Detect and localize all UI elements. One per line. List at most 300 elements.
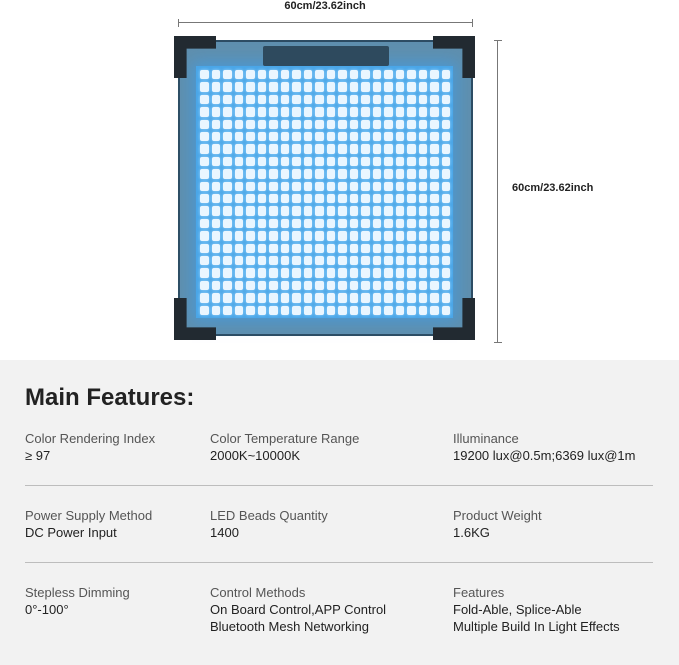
led-bead [235, 120, 244, 129]
led-bead [304, 144, 313, 153]
led-bead [442, 70, 451, 79]
feature-label: Control Methods [210, 585, 306, 600]
led-bead [315, 206, 324, 215]
led-bead [235, 281, 244, 290]
led-bead [304, 206, 313, 215]
led-bead [419, 281, 428, 290]
led-bead [212, 268, 221, 277]
led-bead [396, 70, 405, 79]
led-bead [315, 231, 324, 240]
led-bead [442, 95, 451, 104]
led-bead [315, 293, 324, 302]
led-bead [258, 182, 267, 191]
feature-value: 0°-100° [25, 602, 69, 617]
led-bead [350, 182, 359, 191]
led-bead [315, 244, 324, 253]
led-bead [292, 182, 301, 191]
led-bead [200, 95, 209, 104]
led-bead [258, 244, 267, 253]
led-bead [200, 244, 209, 253]
row-divider [25, 485, 653, 486]
led-bead [327, 281, 336, 290]
led-bead [235, 144, 244, 153]
led-bead [235, 82, 244, 91]
led-bead [327, 194, 336, 203]
led-bead [315, 256, 324, 265]
led-bead [281, 132, 290, 141]
led-bead [373, 144, 382, 153]
led-bead [384, 281, 393, 290]
led-bead [200, 182, 209, 191]
led-bead [338, 169, 347, 178]
led-bead [407, 293, 416, 302]
led-bead [396, 132, 405, 141]
led-bead [384, 82, 393, 91]
led-bead [258, 95, 267, 104]
led-bead [430, 107, 439, 116]
led-bead [373, 268, 382, 277]
led-bead [223, 169, 232, 178]
led-bead [419, 144, 428, 153]
led-bead [304, 95, 313, 104]
led-bead [315, 95, 324, 104]
led-bead [350, 120, 359, 129]
led-bead [338, 157, 347, 166]
led-bead [246, 157, 255, 166]
led-bead [200, 281, 209, 290]
led-bead [269, 157, 278, 166]
led-bead [361, 293, 370, 302]
led-bead [200, 194, 209, 203]
led-bead [281, 82, 290, 91]
led-bead [292, 256, 301, 265]
led-bead [442, 82, 451, 91]
led-bead [338, 206, 347, 215]
led-bead [338, 244, 347, 253]
height-dimension-line [497, 40, 504, 343]
led-bead [281, 107, 290, 116]
led-bead [327, 169, 336, 178]
led-bead [430, 120, 439, 129]
led-bead [338, 281, 347, 290]
panel-handle [263, 46, 389, 66]
led-bead [361, 70, 370, 79]
led-bead [442, 182, 451, 191]
led-bead [361, 169, 370, 178]
led-bead [281, 120, 290, 129]
led-bead [338, 219, 347, 228]
led-bead [327, 107, 336, 116]
led-bead [223, 281, 232, 290]
led-bead [338, 231, 347, 240]
led-bead [246, 95, 255, 104]
led-bead [212, 219, 221, 228]
led-bead [419, 182, 428, 191]
led-bead [292, 206, 301, 215]
led-bead [338, 182, 347, 191]
led-bead [338, 144, 347, 153]
led-bead [200, 144, 209, 153]
led-bead [304, 268, 313, 277]
led-bead [223, 194, 232, 203]
led-bead [246, 268, 255, 277]
led-bead [419, 231, 428, 240]
led-bead [235, 293, 244, 302]
feature-value-line2: Multiple Build In Light Effects [453, 619, 620, 634]
led-bead [269, 306, 278, 315]
led-bead [258, 231, 267, 240]
led-bead [281, 169, 290, 178]
led-bead [373, 281, 382, 290]
feature-features [453, 584, 620, 635]
led-bead [304, 194, 313, 203]
led-bead [304, 157, 313, 166]
led-bead [338, 107, 347, 116]
led-bead [281, 231, 290, 240]
led-bead [246, 107, 255, 116]
led-bead [235, 244, 244, 253]
led-bead [315, 219, 324, 228]
led-bead [442, 157, 451, 166]
led-bead [281, 144, 290, 153]
feature-value: DC Power Input [25, 525, 117, 540]
led-bead [407, 244, 416, 253]
led-bead [304, 82, 313, 91]
led-bead [396, 293, 405, 302]
led-bead [212, 132, 221, 141]
led-bead [212, 194, 221, 203]
led-bead [430, 182, 439, 191]
led-bead [223, 120, 232, 129]
led-bead [338, 306, 347, 315]
led-bead [338, 120, 347, 129]
led-bead [315, 306, 324, 315]
height-dimension-label: 60cm/23.62inch [512, 182, 594, 194]
feature-label: LED Beads Quantity [210, 508, 328, 523]
led-bead [258, 120, 267, 129]
led-bead [419, 306, 428, 315]
led-bead [361, 120, 370, 129]
feature-illuminance [453, 430, 636, 464]
led-bead [281, 194, 290, 203]
led-bead-grid [200, 70, 450, 315]
led-bead [212, 82, 221, 91]
led-bead [304, 293, 313, 302]
led-bead [350, 219, 359, 228]
led-bead [327, 206, 336, 215]
led-bead [200, 70, 209, 79]
led-bead [235, 219, 244, 228]
led-bead [246, 144, 255, 153]
led-bead [281, 157, 290, 166]
led-bead [384, 107, 393, 116]
led-bead [281, 306, 290, 315]
led-bead [407, 194, 416, 203]
led-bead [361, 281, 370, 290]
led-bead [327, 144, 336, 153]
led-bead [235, 268, 244, 277]
row-divider [25, 562, 653, 563]
led-bead [373, 256, 382, 265]
led-bead [235, 182, 244, 191]
led-bead [246, 169, 255, 178]
led-bead [269, 144, 278, 153]
led-bead [373, 219, 382, 228]
led-bead [269, 219, 278, 228]
led-bead [235, 70, 244, 79]
led-bead [419, 293, 428, 302]
led-bead [269, 281, 278, 290]
feature-led-beads [210, 507, 328, 541]
led-bead [212, 95, 221, 104]
led-bead [419, 244, 428, 253]
section-title: Main Features: [25, 384, 195, 411]
led-bead [361, 194, 370, 203]
led-bead [407, 107, 416, 116]
feature-label: Power Supply Method [25, 508, 153, 523]
led-bead [407, 82, 416, 91]
led-bead [396, 144, 405, 153]
led-bead [235, 132, 244, 141]
width-dimension-line [178, 22, 473, 29]
led-bead [200, 206, 209, 215]
led-bead [373, 95, 382, 104]
led-bead [292, 169, 301, 178]
feature-value: 2000K~10000K [210, 448, 301, 463]
feature-label: Features [453, 585, 505, 600]
led-bead [361, 306, 370, 315]
led-bead [407, 169, 416, 178]
led-bead [258, 268, 267, 277]
led-bead [361, 132, 370, 141]
led-bead [430, 157, 439, 166]
led-bead [223, 256, 232, 265]
led-bead [200, 293, 209, 302]
led-bead [281, 293, 290, 302]
led-bead [212, 70, 221, 79]
led-bead [292, 132, 301, 141]
led-bead [442, 231, 451, 240]
led-bead [430, 268, 439, 277]
led-bead [235, 306, 244, 315]
led-bead [246, 182, 255, 191]
led-bead [327, 293, 336, 302]
led-bead [419, 206, 428, 215]
led-bead [223, 95, 232, 104]
led-bead [396, 268, 405, 277]
led-bead [281, 281, 290, 290]
led-bead [212, 231, 221, 240]
led-bead [327, 231, 336, 240]
led-bead [430, 219, 439, 228]
led-bead [235, 206, 244, 215]
led-bead [419, 194, 428, 203]
led-bead [200, 157, 209, 166]
led-bead [269, 194, 278, 203]
led-bead [212, 169, 221, 178]
led-bead [373, 231, 382, 240]
led-bead [292, 293, 301, 302]
led-bead [407, 70, 416, 79]
led-bead [235, 95, 244, 104]
led-bead [223, 82, 232, 91]
led-bead [269, 268, 278, 277]
led-bead [315, 120, 324, 129]
led-bead [292, 82, 301, 91]
led-bead [258, 293, 267, 302]
led-bead [373, 194, 382, 203]
led-bead [292, 281, 301, 290]
led-bead [200, 219, 209, 228]
feature-label: Stepless Dimming [25, 585, 130, 600]
feature-label: Color Rendering Index [25, 431, 156, 446]
led-bead [258, 82, 267, 91]
led-bead [292, 268, 301, 277]
led-bead [373, 70, 382, 79]
led-bead [350, 194, 359, 203]
led-bead [419, 268, 428, 277]
led-bead [200, 132, 209, 141]
led-bead [258, 169, 267, 178]
led-bead [419, 256, 428, 265]
led-bead [361, 182, 370, 191]
led-bead [292, 219, 301, 228]
led-bead [350, 144, 359, 153]
led-bead [235, 256, 244, 265]
led-bead [246, 206, 255, 215]
led-bead [430, 293, 439, 302]
led-bead [407, 132, 416, 141]
led-bead [304, 244, 313, 253]
led-bead [281, 256, 290, 265]
led-bead [384, 194, 393, 203]
led-bead [200, 107, 209, 116]
led-bead [430, 169, 439, 178]
led-bead [442, 144, 451, 153]
led-bead [269, 107, 278, 116]
led-bead [223, 244, 232, 253]
led-bead [315, 157, 324, 166]
led-bead [350, 306, 359, 315]
led-bead [304, 169, 313, 178]
led-bead [384, 157, 393, 166]
led-bead [258, 144, 267, 153]
led-bead [442, 206, 451, 215]
led-bead [338, 132, 347, 141]
led-bead [223, 107, 232, 116]
led-bead [361, 157, 370, 166]
led-bead [281, 70, 290, 79]
led-bead [315, 268, 324, 277]
led-bead [384, 219, 393, 228]
led-bead [304, 120, 313, 129]
led-bead [327, 70, 336, 79]
feature-value: 1400 [210, 525, 239, 540]
led-bead [304, 107, 313, 116]
led-bead [235, 231, 244, 240]
led-bead [442, 169, 451, 178]
led-bead [430, 95, 439, 104]
led-bead [327, 219, 336, 228]
led-bead [269, 231, 278, 240]
led-bead [327, 182, 336, 191]
led-bead [430, 70, 439, 79]
led-bead [212, 157, 221, 166]
led-bead [350, 244, 359, 253]
led-bead [258, 194, 267, 203]
feature-dimming [25, 584, 130, 618]
led-bead [223, 182, 232, 191]
led-bead [246, 293, 255, 302]
led-bead [212, 281, 221, 290]
led-bead [407, 120, 416, 129]
led-bead [269, 132, 278, 141]
led-bead [292, 120, 301, 129]
led-bead [269, 182, 278, 191]
led-bead [350, 256, 359, 265]
led-bead [442, 306, 451, 315]
led-bead [361, 231, 370, 240]
led-bead [223, 219, 232, 228]
led-bead [269, 244, 278, 253]
led-bead [212, 306, 221, 315]
led-bead [384, 70, 393, 79]
led-bead [212, 256, 221, 265]
led-bead [223, 70, 232, 79]
led-bead [419, 157, 428, 166]
led-bead [304, 256, 313, 265]
led-bead [407, 144, 416, 153]
led-bead [338, 256, 347, 265]
led-bead [315, 82, 324, 91]
led-bead [269, 206, 278, 215]
led-bead [419, 169, 428, 178]
led-bead [246, 306, 255, 315]
led-bead [384, 120, 393, 129]
led-bead [212, 120, 221, 129]
led-bead [246, 244, 255, 253]
led-bead [338, 82, 347, 91]
led-bead [384, 293, 393, 302]
led-bead [327, 120, 336, 129]
led-bead [407, 157, 416, 166]
led-bead [269, 95, 278, 104]
led-bead [430, 194, 439, 203]
led-bead [281, 244, 290, 253]
led-bead [419, 132, 428, 141]
led-bead [304, 281, 313, 290]
led-bead [407, 281, 416, 290]
led-bead [442, 194, 451, 203]
feature-value: ≥ 97 [25, 448, 51, 463]
led-bead [246, 194, 255, 203]
led-bead [384, 268, 393, 277]
led-bead [350, 169, 359, 178]
led-bead [327, 95, 336, 104]
led-bead [212, 182, 221, 191]
led-bead [373, 206, 382, 215]
led-bead [430, 144, 439, 153]
led-bead [235, 107, 244, 116]
led-bead [281, 268, 290, 277]
led-bead [338, 293, 347, 302]
led-bead [419, 219, 428, 228]
led-bead [269, 120, 278, 129]
led-bead [373, 82, 382, 91]
led-bead [212, 107, 221, 116]
led-bead [373, 157, 382, 166]
led-bead [338, 194, 347, 203]
